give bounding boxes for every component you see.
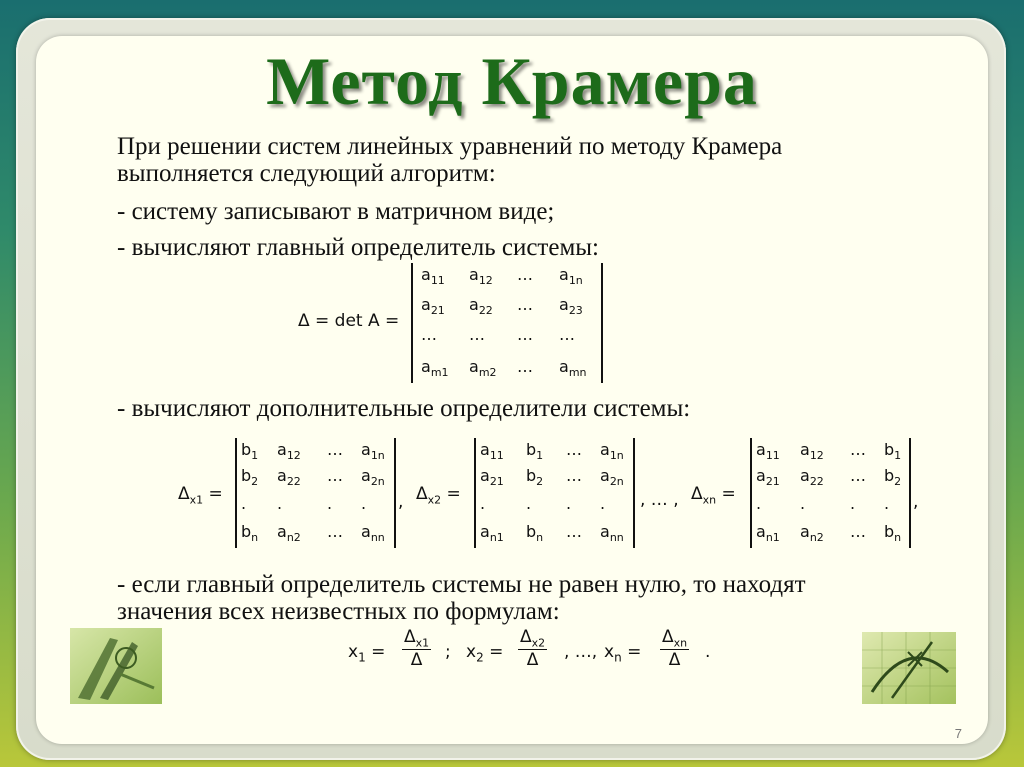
main-det-cell: $a_{11}$ [421, 265, 445, 288]
dx2-cell: $b_2$ [526, 466, 544, 489]
dxn-cell: . [850, 494, 856, 513]
xn-lhs: $x_n$ = [604, 642, 642, 665]
dx2-cell: $a_{1n}$ [600, 440, 624, 463]
main-det-cell: $a_{22}$ [469, 295, 493, 318]
dx1-cell: … [327, 466, 343, 485]
dx1-cell: $a_{2n}$ [361, 466, 385, 489]
step-solve-line-2: значения всех неизвестных по формулам: [117, 598, 560, 625]
compass-drawing-image [70, 628, 162, 704]
dxn-cell: $a_{n1}$ [756, 522, 780, 545]
main-det-cell: $a_{23}$ [559, 295, 583, 318]
x2-numerator: $\Delta_{x2}$ [520, 627, 546, 650]
dx1-cell: . [361, 494, 367, 513]
dxn-label: $\Delta_{xn}$ = [691, 484, 736, 507]
dx1-cell: $a_{1n}$ [361, 440, 385, 463]
main-det-cell: … [421, 325, 437, 344]
main-det-cell: … [469, 325, 485, 344]
xn-end: . [705, 642, 711, 662]
dxn-cell: . [756, 494, 762, 513]
dx2-cell: . [600, 494, 606, 513]
dxn-cell: . [884, 494, 890, 513]
main-determinant [411, 263, 603, 383]
dx1-cell: $b_2$ [241, 466, 259, 489]
main-det-cell: $a_{mn}$ [559, 357, 587, 380]
dx2-cell: . [526, 494, 532, 513]
page-number: 7 [954, 726, 962, 741]
dx1-cell: . [277, 494, 283, 513]
dx1-label: $\Delta_{x1}$ = [178, 484, 223, 507]
dxn-cell: … [850, 440, 866, 459]
main-det-cell: $a_{12}$ [469, 265, 493, 288]
dxn-separator: , [913, 492, 919, 512]
dx2-cell: … [566, 466, 582, 485]
dx2-cell: … [566, 440, 582, 459]
dx-ellipsis: , … , [640, 490, 679, 510]
dxn-cell: $a_{n2}$ [800, 522, 824, 545]
main-det-cell: $a_{21}$ [421, 295, 445, 318]
main-det-cell: $a_{1n}$ [559, 265, 583, 288]
x1-lhs: $x_1$ = [348, 642, 386, 665]
dx1-cell: . [327, 494, 333, 513]
main-det-cell: … [517, 357, 533, 376]
dx2-cell: . [480, 494, 486, 513]
x1-fraction [402, 627, 431, 670]
main-det-cell: … [517, 265, 533, 284]
dx2-cell: $a_{n1}$ [480, 522, 504, 545]
main-det-cell: … [517, 295, 533, 314]
dx2-cell: $b_n$ [526, 522, 544, 545]
dxn-cell: $a_{11}$ [756, 440, 780, 463]
dxn-cell: $a_{21}$ [756, 466, 780, 489]
protractor-drawing-image [862, 632, 956, 704]
dx2-determinant [474, 438, 635, 548]
step-extra-determinants: - вычисляют дополнительные определители системы: [117, 395, 691, 422]
x1-numerator: $\Delta_{x1}$ [404, 627, 430, 650]
intro-line-2: выполняется следующий алгоритм: [117, 160, 496, 187]
dx1-cell: $a_{12}$ [277, 440, 301, 463]
main-det-label: Δ = det A = [298, 311, 400, 331]
dxn-cell: $b_n$ [884, 522, 902, 545]
dx1-cell: . [241, 494, 247, 513]
dx1-cell: $b_1$ [241, 440, 259, 463]
x2-separator: , …, [564, 642, 598, 662]
xn-fraction [660, 627, 689, 670]
dx2-cell: . [566, 494, 572, 513]
dx2-cell: $a_{21}$ [480, 466, 504, 489]
dx1-cell: … [327, 440, 343, 459]
main-det-cell: … [559, 325, 575, 344]
dxn-cell: $a_{22}$ [800, 466, 824, 489]
dxn-cell: $b_1$ [884, 440, 902, 463]
dx1-cell: $b_n$ [241, 522, 259, 545]
dx1-cell: $a_{22}$ [277, 466, 301, 489]
main-det-cell: … [517, 325, 533, 344]
dx2-cell: … [566, 522, 582, 541]
dx1-cell: $a_{nn}$ [361, 522, 385, 545]
dx1-separator: , [398, 492, 404, 512]
dx1-cell: $a_{n2}$ [277, 522, 301, 545]
dxn-cell: … [850, 522, 866, 541]
dx2-cell: $a_{nn}$ [600, 522, 624, 545]
step-solve-line-1: - если главный определитель системы не равен нулю, то находят [117, 571, 806, 598]
dxn-cell: $b_2$ [884, 466, 902, 489]
x1-separator: ; [445, 642, 451, 662]
dxn-cell: $a_{12}$ [800, 440, 824, 463]
dxn-cell: … [850, 466, 866, 485]
dxn-cell: . [800, 494, 806, 513]
dx2-cell: $b_1$ [526, 440, 544, 463]
dx2-cell: $a_{2n}$ [600, 466, 624, 489]
dx2-cell: $a_{11}$ [480, 440, 504, 463]
dx1-cell: … [327, 522, 343, 541]
step-main-determinant: - вычисляют главный определитель системы: [117, 234, 600, 261]
xn-denominator: Δ [668, 650, 681, 671]
main-det-cell: $a_{m1}$ [421, 357, 449, 380]
x1-denominator: Δ [410, 650, 423, 671]
x2-denominator: Δ [526, 650, 539, 671]
intro-line-1: При решении систем линейных уравнений по методу Крамера [117, 133, 783, 160]
dx1-determinant [235, 438, 396, 548]
xn-numerator: $\Delta_{xn}$ [662, 627, 688, 650]
x2-lhs: $x_2$ = [466, 642, 504, 665]
dxn-determinant [750, 438, 911, 548]
dx2-label: $\Delta_{x2}$ = [416, 484, 461, 507]
slide-title: Метод Крамера [266, 43, 758, 119]
x2-fraction [518, 627, 547, 670]
main-det-cell: $a_{m2}$ [469, 357, 497, 380]
step-matrix-form: - систему записывают в матричном виде; [117, 198, 555, 225]
